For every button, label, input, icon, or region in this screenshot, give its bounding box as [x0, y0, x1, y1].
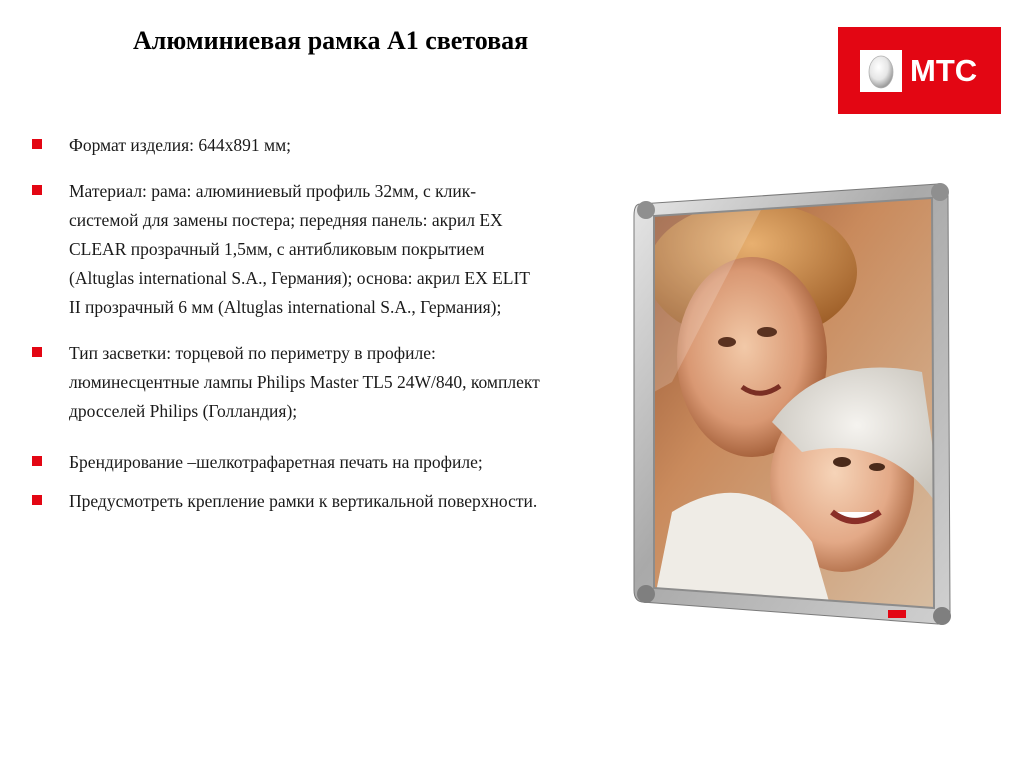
- mts-logo: [838, 27, 1001, 114]
- light-frame-image: [632, 182, 952, 628]
- spec-list: [32, 131, 552, 516]
- list-item: Тип засветки: торцевой по периметру в профиле: люминесцентные лампы Philips Master TL5 24W/840, комплект дросселей Philips (Голландия);: [32, 339, 552, 426]
- egg-icon: [858, 48, 904, 94]
- logo-text: МТС: [910, 53, 978, 88]
- list-item: Брендирование –шелкотрафаретная печать на профиле;: [32, 448, 539, 477]
- list-item: Предусмотреть крепление рамки к вертикальной поверхности.: [32, 487, 539, 516]
- list-item: Материал: рама: алюминиевый профиль 32мм, с клик-системой для замены постера; передняя панель: акрил EX CLEAR прозрачный 1,5мм, с антибликовым покрытием (Altuglas international S.A., Германия); основа: акрил EX ELIT II прозрачный 6 мм (Altuglas international S.A., Германия);: [32, 177, 539, 322]
- list-item: Формат изделия: 644х891 мм;: [32, 131, 552, 160]
- page-title: Алюминиевая рамка А1 световая: [133, 26, 529, 55]
